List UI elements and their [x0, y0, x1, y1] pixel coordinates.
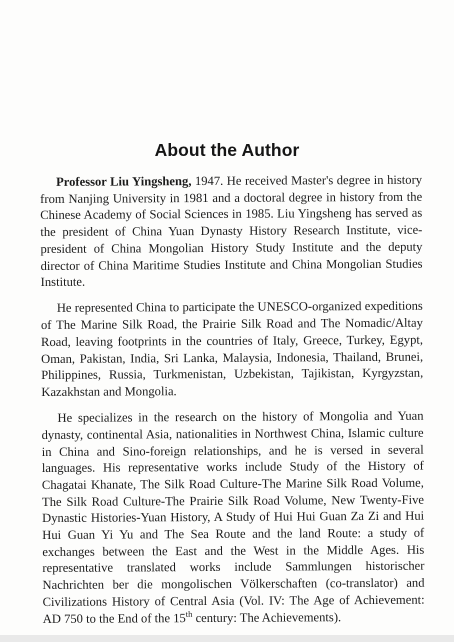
bio-paragraph-3-text: He specializes in the research on the history of Mongolia and Yuan dynasty, continental Asia, nationalities in Northwest China, Islamic culture in China and Sino-foreign relationships, and he is versed in several languages. His representative works include Study of the History of Chagatai Khanate, The Silk Road Culture-The Marine Silk Road Volume, The Silk Road Culture-The Prairie Silk Road Volume, New Twenty-Five Dynastic Histories-Yuan History, A Study of Hui Hui Guan Za Zi and Hui Hui Guan Yi Yu and The Sea Route and the land Route: a study of exchanges between the East and the West in the Middle Ages. His representative translated works include Sammlungen historischer Nachrichten ber die mongolischen Völkerschaften (co-translator) and Civilizations History of Central Asia (Vol. IV: The Age of Achievement: AD 750 to the End of the 15: [41, 408, 425, 626]
bio-paragraph-3-ending: century: The Achievements).: [192, 609, 342, 625]
page-bottom-edge: [0, 635, 454, 642]
ordinal-superscript: th: [185, 608, 193, 619]
page-title: About the Author: [154, 140, 300, 160]
bio-paragraph-2: He represented China to participate the UNESCO-organized expeditions of The Marine Silk Road, the Prairie Silk Road and The Nomadic/Altay Road, leaving footprints in the countries of Italy, Greece, Turkey, Egypt, Oman, Pakistan, India, Sri Lanka, Malaysia, Indonesia, Thailand, Brunei, Philippines, Russia, Turkmenistan, Uzbekistan, Tajikistan, Kyrgyzstan, Kazakhstan and Mongolia.: [40, 299, 424, 399]
author-name: Professor Liu Yingsheng,: [56, 174, 192, 189]
bio-paragraph-1-text: 1947. He received Master's degree in history from Nanjing University in 1981 and a doctoral degree in history from the Chinese Academy of Social Sciences in 1985. Liu Yingsheng has served as the president of China Yuan Dynasty History Research Institute, vice-president of China Mongolian History Study Institute and the deputy director of China Maritime Studies Institute and China Mongolian Studies Institute.: [40, 172, 423, 290]
author-biography: [40, 172, 425, 637]
bio-paragraph-1: [40, 172, 423, 291]
bio-paragraph-3: [41, 408, 424, 627]
